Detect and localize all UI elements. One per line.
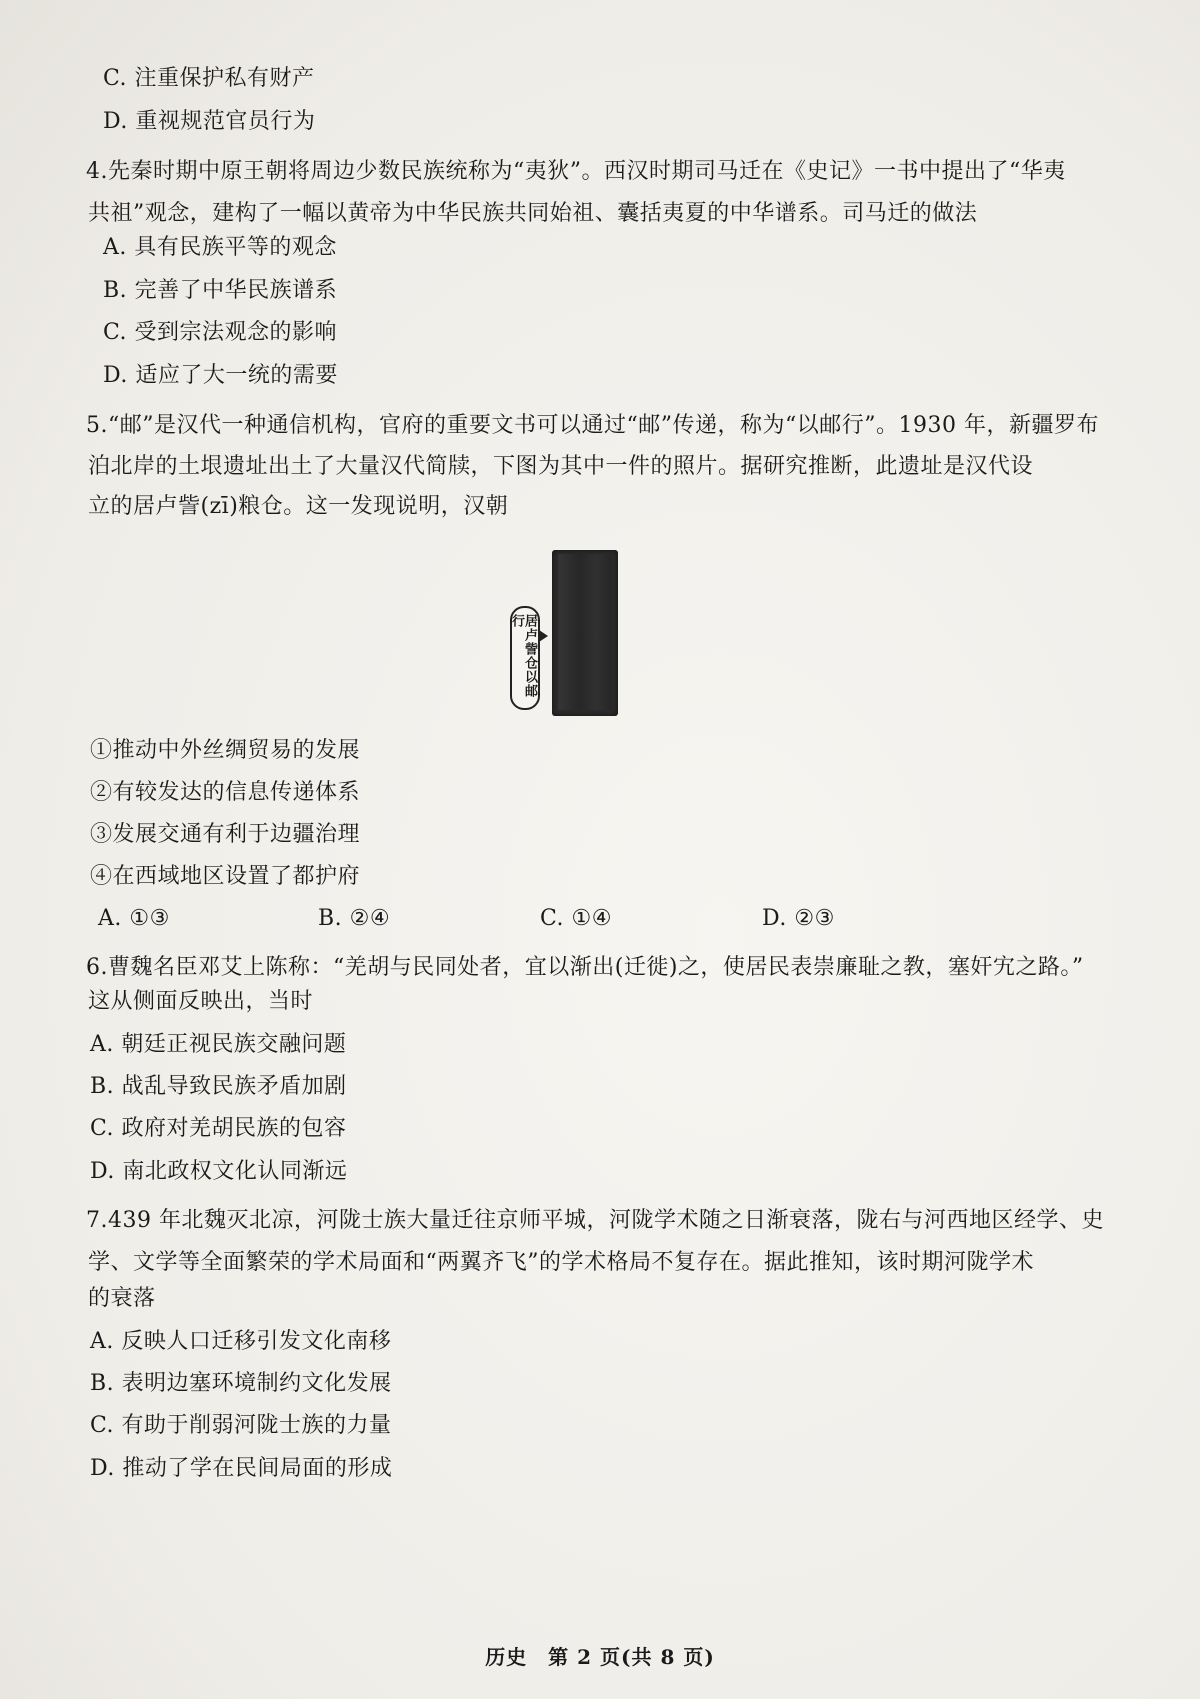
bamboo-slip xyxy=(552,550,618,716)
q7-option-b: B. 表明边塞环境制约文化发展 xyxy=(90,1371,392,1396)
q7-option-d: D. 推动了学在民间局面的形成 xyxy=(90,1456,393,1481)
q4-option-a: A. 具有民族平等的观念 xyxy=(103,235,337,260)
q6-option-b: B. 战乱导致民族矛盾加剧 xyxy=(90,1074,347,1099)
q3-option-c: C. 注重保护私有财产 xyxy=(103,66,315,91)
q7-option-a: A. 反映人口迁移引发文化南移 xyxy=(90,1329,392,1354)
q6-option-c: C. 政府对羌胡民族的包容 xyxy=(90,1116,347,1141)
q7-option-c: C. 有助于削弱河陇士族的力量 xyxy=(90,1413,392,1438)
slip-label-callout xyxy=(510,606,540,710)
page-footer: 历史 第 2 页(共 8 页) xyxy=(485,1645,715,1669)
q6-stem-line-1: 6.曹魏名臣邓艾上陈称：“羌胡与民同处者，宜以渐出(迁徙)之，使居民表崇廉耻之教，塞奸宄之路。” xyxy=(86,955,1084,980)
q6-stem-line-2: 这从侧面反映出，当时 xyxy=(88,989,314,1014)
q5-statement-3: ③发展交通有利于边疆治理 xyxy=(90,822,361,847)
bamboo-slip-photo xyxy=(552,550,618,716)
q3-option-d: D. 重视规范官员行为 xyxy=(103,109,316,134)
q5-statement-2: ②有较发达的信息传递体系 xyxy=(90,780,361,805)
q4-option-d: D. 适应了大一统的需要 xyxy=(103,363,338,388)
slip-label-text: 居卢訾仓以邮行 xyxy=(509,614,537,698)
q5-statement-4: ④在西域地区设置了都护府 xyxy=(90,864,361,889)
q5-stem-line-2: 泊北岸的土垠遗址出土了大量汉代简牍，下图为其中一件的照片。据研究推断，此遗址是汉代设 xyxy=(88,454,1034,479)
q5-statement-1: ①推动中外丝绸贸易的发展 xyxy=(90,738,361,763)
q7-stem-line-1: 7.439 年北魏灭北凉，河陇士族大量迁往京师平城，河陇学术随之日渐衰落，陇右与河西地区经学、史 xyxy=(86,1208,1104,1233)
q5-option-b: B. ②④ xyxy=(318,906,391,931)
q5-option-a: A. ①③ xyxy=(98,906,170,931)
q5-option-d: D. ②③ xyxy=(762,906,835,931)
q6-option-d: D. 南北政权文化认同渐远 xyxy=(90,1159,348,1184)
q4-option-c: C. 受到宗法观念的影响 xyxy=(103,320,338,345)
q5-stem-line-1: 5.“邮”是汉代一种通信机构，官府的重要文书可以通过“邮”传递，称为“以邮行”。1930 年，新疆罗布 xyxy=(86,413,1099,438)
q7-stem-line-2: 学、文学等全面繁荣的学术局面和“两翼齐飞”的学术格局不复存在。据此推知，该时期河陇学术 xyxy=(88,1250,1034,1275)
q7-stem-line-3: 的衰落 xyxy=(88,1286,156,1311)
q6-option-a: A. 朝廷正视民族交融问题 xyxy=(90,1032,347,1057)
q5-stem-line-3: 立的居卢訾(zī)粮仓。这一发现说明，汉朝 xyxy=(88,494,509,519)
q4-stem-line-2: 共祖”观念，建构了一幅以黄帝为中华民族共同始祖、囊括夷夏的中华谱系。司马迁的做法 xyxy=(88,201,978,226)
q4-stem-line-1: 4.先秦时期中原王朝将周边少数民族统称为“夷狄”。西汉时期司马迁在《史记》一书中提出了“华夷 xyxy=(86,159,1066,184)
q5-option-c: C. ①④ xyxy=(540,906,612,931)
q4-option-b: B. 完善了中华民族谱系 xyxy=(103,278,338,303)
